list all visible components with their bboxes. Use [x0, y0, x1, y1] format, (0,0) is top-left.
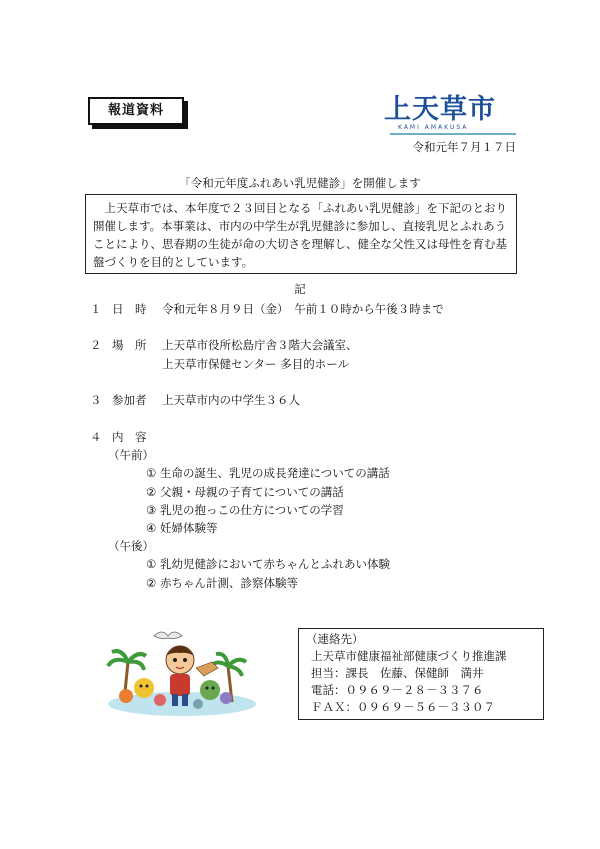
city-logo: 上天草市 KAMI AMAKUSA: [384, 94, 496, 131]
afternoon-item: ② 赤ちゃん計測、診察体験等: [146, 576, 298, 590]
item-1-number: １: [90, 302, 102, 316]
item-3-number: ３: [90, 393, 102, 407]
contact-fax: ＦＡＸ：０９６９－５６－３３０７: [311, 700, 495, 714]
item-4-label: 内 容: [112, 430, 147, 444]
intro-text: 上天草市では、本年度で２３回目となる「ふれあい乳児健診」を下記のとおり開催します。本事業は、市内の中学生が乳児健診に参加し、直接乳児とふれあうことにより、思春期の生徒が命の大切さを理解し、健全な父性又は母性を育む基盤づくりを目的としています。: [93, 201, 507, 269]
document-title: 「令和元年度ふれあい乳児健診」を開催します: [179, 176, 421, 190]
ki-heading: 記: [294, 282, 306, 296]
morning-item: ④ 妊婦体験等: [146, 521, 218, 535]
mascot-illustration: [104, 622, 256, 722]
morning-label: （午前）: [108, 448, 154, 462]
release-date: 令和元年７月１７日: [412, 140, 516, 154]
contact-box: [298, 628, 544, 720]
morning-item: ③ 乳児の抱っこの仕方についての学習: [146, 503, 344, 517]
item-3-value: 上天草市内の中学生３６人: [162, 393, 300, 407]
item-3-label: 参加者: [112, 393, 147, 407]
contact-heading: （連絡先）: [306, 632, 364, 646]
contact-department: 上天草市健康福祉部健康づくり推進課: [311, 649, 507, 663]
item-1-value: 令和元年８月９日（金） 午前１０時から午後３時まで: [162, 302, 444, 316]
contact-person: 担当：課長 佐藤、保健師 満井: [311, 666, 484, 680]
item-2-value-line-1: 上天草市役所松島庁舎３階大会議室、: [162, 338, 358, 352]
press-release-badge: [88, 97, 184, 125]
afternoon-label: （午後）: [108, 539, 154, 553]
press-release-label: 報道資料: [88, 97, 184, 125]
morning-item: ② 父親・母親の子育てについての講話: [146, 485, 344, 499]
afternoon-item: ① 乳幼児健診において赤ちゃんとふれあい体験: [146, 557, 390, 571]
item-4-number: ４: [90, 430, 102, 444]
item-2-value-line-2: 上天草市保健センター 多目的ホール: [162, 357, 349, 371]
morning-item: ① 生命の誕生、乳児の成長発達についての講話: [146, 466, 390, 480]
header-rule: [390, 133, 516, 135]
item-2-number: ２: [90, 338, 102, 352]
item-2-label: 場 所: [112, 338, 147, 352]
contact-phone: 電話：０９６９－２８－３３７６: [311, 683, 484, 697]
intro-box: [85, 194, 517, 274]
item-1-label: 日 時: [112, 302, 147, 316]
